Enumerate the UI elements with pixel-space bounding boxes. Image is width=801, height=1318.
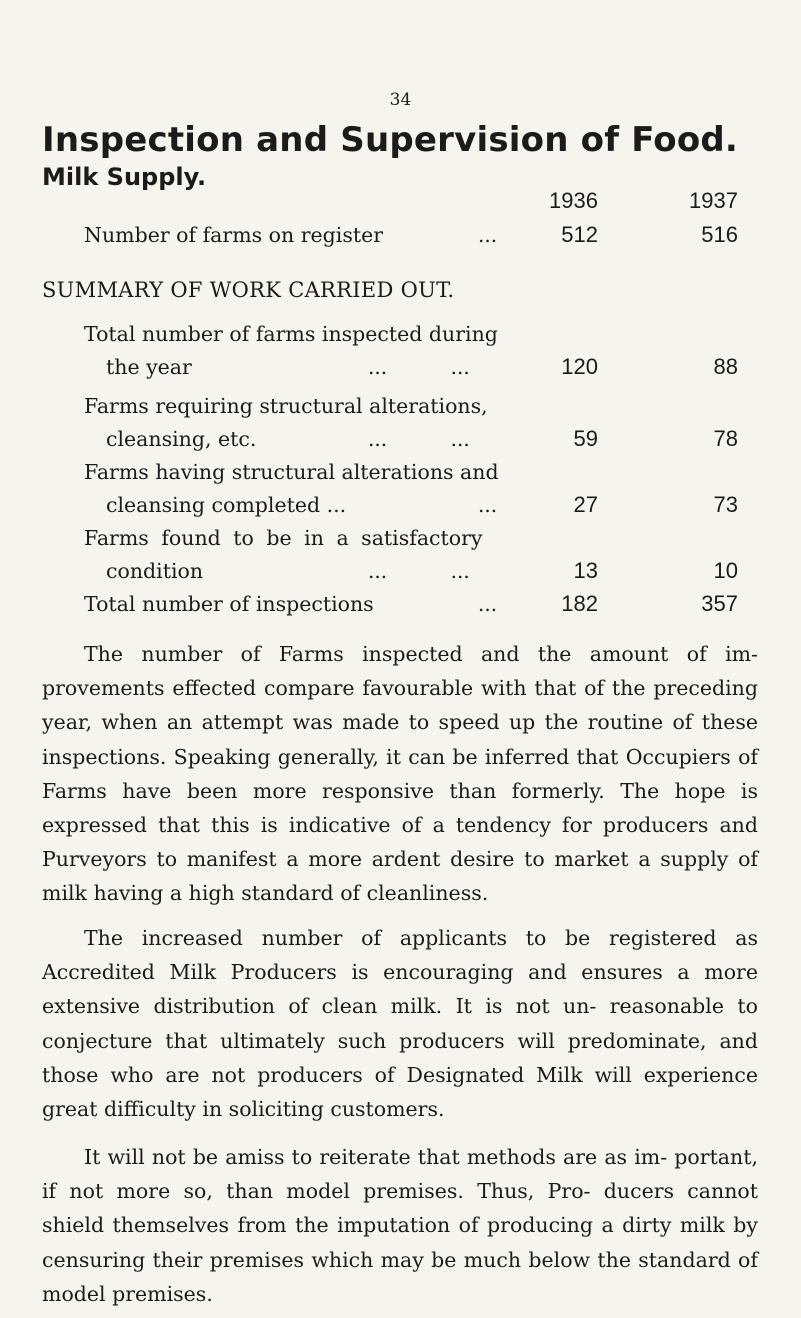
year-header-1937: 1937 bbox=[689, 188, 738, 213]
summary-row-2-value-1937: 78 bbox=[713, 426, 738, 451]
summary-row-3-dots: ... bbox=[478, 493, 498, 517]
paragraph-3: It will not be amiss to reiterate that methods are as im- portant, if not more so, than model premises. Thus, Pro- ducers cannot shield themselves from the imputation of producing a dirty milk by censuring their premises which may be much below the standard of model premises. bbox=[42, 1145, 758, 1306]
register-dots: ... bbox=[478, 223, 498, 247]
summary-row-1-dots: ... ... bbox=[368, 355, 470, 379]
summary-row-5-value-1937: 357 bbox=[701, 591, 738, 616]
summary-row-4-value-1936: 13 bbox=[573, 558, 598, 583]
summary-row-1-value-1936: 120 bbox=[561, 354, 598, 379]
summary-row-5-label: Total number of inspections bbox=[84, 592, 374, 616]
year-header-1936: 1936 bbox=[549, 188, 598, 213]
summary-row-3-line1: Farms having structural alterations and bbox=[84, 460, 499, 484]
summary-row-1-line1: Total number of farms inspected during bbox=[84, 322, 498, 346]
summary-row-1-value-1937: 88 bbox=[713, 354, 738, 379]
summary-heading: SUMMARY OF WORK CARRIED OUT. bbox=[42, 278, 455, 302]
summary-row-3-value-1937: 73 bbox=[713, 492, 738, 517]
page-title: Inspection and Supervision of Food. bbox=[42, 120, 739, 160]
register-value-1936: 512 bbox=[561, 222, 598, 247]
summary-row-5-value-1936: 182 bbox=[561, 591, 598, 616]
summary-row-4-line1: Farms found to be in a satisfactory bbox=[84, 526, 483, 550]
summary-row-2-line2: cleansing, etc. bbox=[106, 427, 257, 451]
summary-row-4-value-1937: 10 bbox=[713, 558, 738, 583]
summary-row-2-dots: ... ... bbox=[368, 427, 470, 451]
summary-row-2-value-1936: 59 bbox=[573, 426, 598, 451]
summary-row-4-dots: ... ... bbox=[368, 559, 470, 583]
summary-row-3-value-1936: 27 bbox=[573, 492, 598, 517]
register-value-1937: 516 bbox=[701, 222, 738, 247]
page-number: 34 bbox=[389, 90, 412, 110]
paragraph-2: The increased number of applicants to be registered as Accredited Milk Producers is encouraging and ensures a more extensive distribution of clean milk. It is not un- reasonable to conjecture that ultimately such producers will predominate, and those who are not producers of Designated Milk will experience great difficulty in soliciting customers. bbox=[42, 926, 758, 1122]
summary-row-1-line2: the year bbox=[106, 355, 192, 379]
summary-row-3-line2: cleansing completed ... bbox=[106, 493, 347, 517]
register-label: Number of farms on register bbox=[84, 223, 384, 247]
summary-row-2-line1: Farms requiring structural alterations, bbox=[84, 394, 488, 418]
summary-row-4-line2: condition bbox=[106, 559, 204, 583]
section-title: Milk Supply. bbox=[42, 163, 207, 191]
paragraph-1: The number of Farms inspected and the amount of im- provements effected compare favourable with that of the preceding year, when an attempt was made to speed up the routine of these inspections. Speaking generally, it can be inferred that Occupiers of Farms have been more responsive than formerly. The hope is expressed that this is indicative of a tendency for producers and Purveyors to manifest a more ardent desire to market a supply of milk having a high standard of cleanliness. bbox=[42, 642, 758, 906]
summary-row-5-dots: ... bbox=[478, 592, 498, 616]
